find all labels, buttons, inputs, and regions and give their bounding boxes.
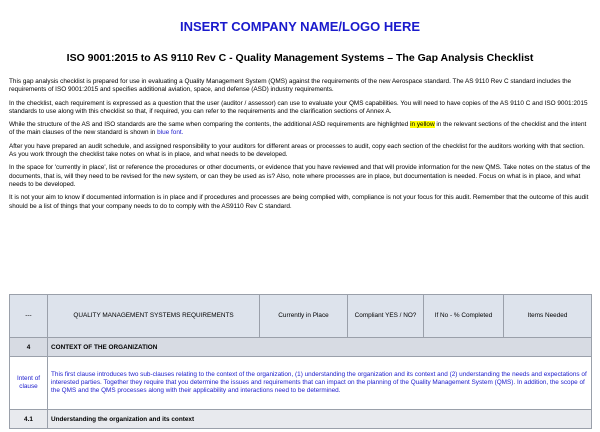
blue-font-text: blue font.: [157, 129, 184, 137]
header-items-needed: Items Needed: [504, 295, 592, 338]
subsection-number: 4.1: [10, 410, 48, 429]
document-title: ISO 9001:2015 to AS 9110 Rev C - Quality Management Systems – The Gap Analysis Checklist: [66, 52, 534, 64]
intro-paragraph-4: After you have prepared an audit schedule, and assigned responsibility to your auditors for different areas or processes to audit, copy each section of the checklist for the auditors working with that section. As you work through the checklist take notes on what is in place, and what needs to be developed.: [9, 142, 585, 159]
header-compliant: Compliant YES / NO?: [348, 295, 424, 338]
header-requirements: QUALITY MANAGEMENT SYSTEMS REQUIREMENTS: [48, 295, 260, 338]
header-currently-in-place: Currently in Place: [260, 295, 348, 338]
header-percent-completed: If No - % Completed: [424, 295, 504, 338]
subsection-row: [10, 410, 592, 429]
intent-row: [10, 357, 592, 410]
table-header-row: [10, 295, 592, 338]
intro-paragraph-5: In the space for 'currently in place', list or reference the procedures or other documents, or evidence that you have reviewed and that will provide information for the new QMS. Take notes on the status of the documents, that is, will they need to be revised for the new system, or can they be used as is? Also, note where processes are in place, but documentation is needed. Focus on what is in place, and what needs to be developed.: [9, 164, 591, 188]
section-number: 4: [10, 338, 48, 357]
intro-paragraph-3: [9, 121, 591, 138]
yellow-highlight-text: in yellow: [410, 121, 435, 129]
intent-text: This first clause introduces two sub-clauses relating to the context of the organization, (1) understanding the organization and its context and (2) understanding the needs and expectations of interested parties. Together they require that you determine the issues and requirements that can impact on the planning of the Quality Management System (QMS). In addition, the scope of the QMS and the QMS processes along with their applicability and interactions need to be determined.: [48, 357, 592, 410]
subsection-title: Understanding the organization and its context: [48, 410, 592, 429]
intent-label: Intent of clause: [10, 357, 48, 410]
gap-analysis-table: [9, 294, 592, 429]
section-title: CONTEXT OF THE ORGANIZATION: [48, 338, 592, 357]
intro-paragraph-1: This gap analysis checklist is prepared for use in evaluating a Quality Management System (QMS) against the requirements of the new Aerospace standard. The AS 9110 Rev C standard includes the requirements of ISO 9001:2015 and specifies additional aviation, space, and defense (ASD) industry requirements.: [9, 78, 572, 94]
company-logo-placeholder: INSERT COMPANY NAME/LOGO HERE: [179, 19, 421, 34]
intro-paragraph-2: In the checklist, each requirement is expressed as a question that the user (auditor / assessor) can use to evaluate your QMS capabilities. You will need to have copies of the AS 9110 C and ISO 9001:2015 standards to use along with this checklist so that, if required, you can refer to the requirements and the clarification sections of Annex A.: [9, 99, 588, 115]
intro-paragraph-3-middle: in the relevant sections of the checklist and the intent of the main clauses of the new standard is shown in: [9, 121, 587, 137]
intro-section: [9, 78, 591, 211]
intro-paragraph-6: It is not your aim to know if documented information is in place and if procedures and processes are being complied with, compliance is not your focus for this audit. Remember that the outcome of this audit should be a list of things that your company needs to do to comply with the AS9110 Rev C standard.: [9, 194, 589, 210]
header-dash: ---: [10, 295, 48, 338]
intro-paragraph-3-start: While the structure of the AS and ISO standards are the same when comparing the contents, the additional ASD requirements are highlighted: [9, 121, 409, 129]
section-row: [10, 338, 592, 357]
